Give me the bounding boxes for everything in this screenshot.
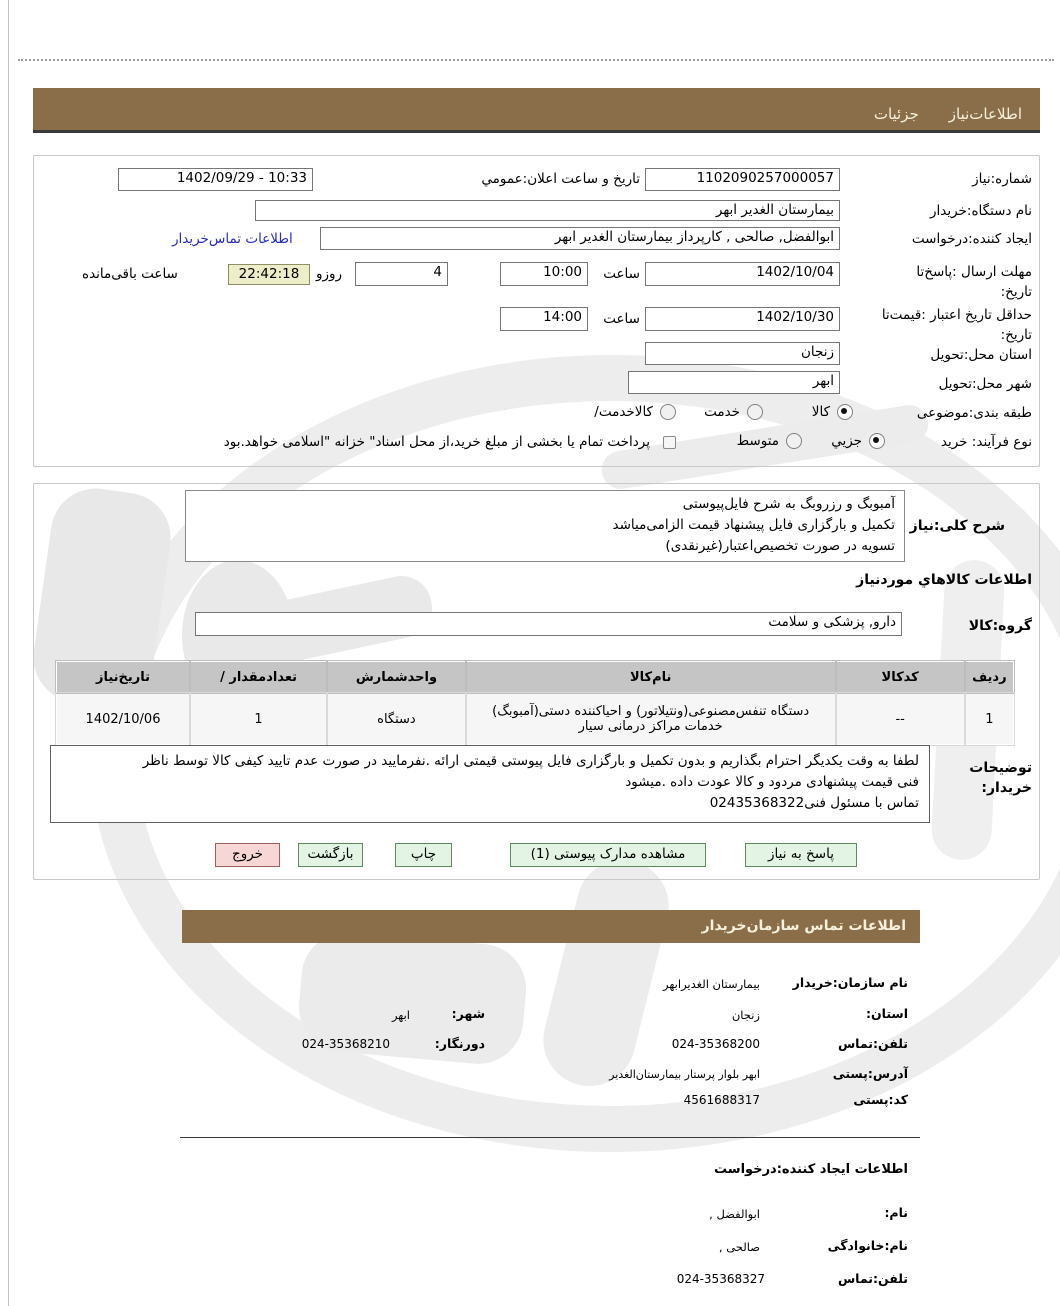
goods-group-label: گروه:کالا [968, 618, 1032, 634]
org-name-value: بیمارستان الغدیرابهر [663, 977, 760, 991]
creator-name-value: ابوالفضل , [709, 1207, 760, 1221]
validity-hour-label: ساعت [603, 311, 640, 327]
org-postal-value: 4561688317 [683, 1093, 760, 1107]
cell-need-date: 1402/10/06 [56, 693, 190, 745]
request-creator-input[interactable]: ابوالفضل, صالحی , کارپرداز بیمارستان الغدیر ابهر [320, 227, 840, 250]
subject-category-label: طبقه بندی:موضوعی [916, 405, 1032, 421]
section-divider [180, 1137, 920, 1138]
buyer-org-input[interactable]: بیمارستان الغدیر ابهر [255, 200, 840, 221]
buyer-contact-link[interactable]: اطلاعات تماس‌خریدار [172, 231, 293, 247]
org-city-label: شهر: [451, 1006, 485, 1021]
org-address-value: ابهر بلوار پرستار بیمارستان‌الغدیر [609, 1068, 760, 1081]
need-desc-label: شرح کلی:نیاز [909, 518, 1005, 534]
process-type-label: نوع فرآیند: خرید [940, 434, 1032, 450]
goods-section-title: اطلاعات کالاهاي موردنیاز [856, 572, 1032, 588]
col-item-name: نام‌کالا [466, 661, 836, 693]
price-validity-date-input[interactable]: 1402/10/30 [645, 307, 840, 331]
creator-family-label: نام:خانوادگی [827, 1238, 908, 1253]
col-unit: واحدشمارش [327, 661, 466, 693]
goods-table [55, 660, 1015, 746]
goods-table-header-row [56, 661, 1014, 693]
tab-details[interactable]: جزئیات [873, 105, 919, 123]
delivery-city-label: شهر محل:تحویل [938, 376, 1032, 392]
price-validity-label: حداقل تاریخ اعتبار :قیمت‌تا تاریخ: [881, 307, 1032, 343]
tab-need-info[interactable]: اطلاعات‌نیاز [948, 105, 1022, 123]
org-fax-label: دورنگار: [434, 1036, 485, 1051]
exit-button[interactable]: خروج [215, 843, 280, 867]
buyer-contact-header: اطلاعات تماس سازمان‌خریدار [182, 910, 920, 943]
radio-goods-label: کالا [811, 404, 830, 420]
radio-goods-service-label: کالاخدمت/ [594, 404, 653, 420]
radio-medium-label: متوسط [736, 433, 779, 449]
need-number-label: شماره:نیاز [972, 171, 1032, 187]
radio-service-label: خدمت [704, 404, 740, 420]
org-postal-label: کد:پستی [853, 1092, 908, 1107]
need-desc-line: آمبوبگ و رزروبگ به شرح فایل‌پیوستی [682, 496, 895, 512]
reply-button[interactable]: پاسخ به نیاز [745, 843, 857, 867]
org-address-label: آدرس:پستی [832, 1066, 908, 1081]
col-item-code: کدکالا [836, 661, 965, 693]
goods-table-row[interactable] [56, 693, 1014, 745]
cell-quantity: 1 [190, 693, 327, 745]
buyer-notes-line: فنی قیمت پیشنهادی مردود و کالا عودت داده .میشود [625, 774, 919, 790]
org-province-value: زنجان [731, 1008, 760, 1022]
goods-group-input[interactable]: دارو, پزشکی و سلامت [195, 612, 902, 636]
org-name-label: نام سازمان:خریدار [792, 975, 908, 990]
creator-name-label: نام: [884, 1205, 908, 1220]
delivery-city-input[interactable]: ابهر [628, 371, 840, 394]
creator-family-value: صالحی , [718, 1240, 760, 1254]
left-edge-line [8, 0, 9, 1306]
radio-goods[interactable] [837, 404, 853, 420]
need-desc-line: تکمیل و بارگزاری فایل پیشنهاد قیمت الزامی‌میاشد [612, 517, 895, 533]
remaining-time-badge: 22:42:18 [228, 264, 310, 285]
remaining-days-input[interactable]: 4 [355, 262, 448, 286]
cell-item-code: -- [836, 693, 965, 745]
org-phone-label: تلفن:تماس [837, 1036, 908, 1051]
radio-goods-service[interactable] [660, 404, 676, 420]
col-quantity: تعدادمقدار / [190, 661, 327, 693]
cell-item-name: دستگاه تنفس‌مصنوعی(ونتیلاتور) و احیاکننده دستی(آمبوبگ) خدمات مراکز درمانی سیار [466, 693, 836, 745]
need-number-input[interactable]: 1102090257000057 [645, 168, 840, 191]
cell-unit: دستگاه [327, 693, 466, 745]
buyer-org-label: نام دستگاه:خریدار [929, 203, 1032, 219]
remaining-time-label: ساعت باقی‌مانده [82, 266, 178, 282]
reply-hour-label: ساعت [603, 266, 640, 282]
main-tabbar [33, 88, 1040, 133]
delivery-province-label: استان محل:تحویل [930, 347, 1032, 363]
creator-section-title: اطلاعات ایجاد کننده:درخواست [714, 1162, 908, 1177]
cell-row-number: 1 [965, 693, 1014, 745]
print-button[interactable]: چاپ [395, 843, 452, 867]
org-province-label: استان: [865, 1006, 908, 1021]
org-city-value: ابهر [391, 1008, 410, 1022]
radio-medium[interactable] [786, 433, 802, 449]
delivery-province-input[interactable]: زنجان [645, 342, 840, 365]
announce-datetime-label: تاریخ و ساعت اعلان:عمومي [481, 171, 640, 187]
reply-deadline-date-input[interactable]: 1402/10/04 [645, 262, 840, 286]
price-validity-time-input[interactable]: 14:00 [500, 307, 588, 331]
treasury-checkbox[interactable] [663, 436, 676, 449]
org-phone-value: 024-35368200 [671, 1037, 760, 1051]
attachments-button[interactable]: مشاهده مدارک پیوستی (1) [510, 843, 706, 867]
need-desc-line: تسویه در صورت تخصیص‌اعتبار(غیرنقدی) [665, 538, 895, 554]
col-need-date: تاریخ‌نیاز [56, 661, 190, 693]
days-label: روزو [316, 266, 343, 282]
buyer-notes-box[interactable] [50, 745, 930, 823]
creator-phone-value: 024-35368327 [676, 1272, 765, 1286]
treasury-note: پرداخت تمام یا بخشی از مبلغ خرید،از محل اسناد" خزانه "اسلامی خواهد.بود [223, 434, 650, 450]
announce-datetime-input[interactable]: 1402/09/29 - 10:33 [118, 168, 313, 191]
top-dotted-divider [18, 59, 1054, 61]
reply-deadline-time-input[interactable]: 10:00 [500, 262, 588, 286]
radio-service[interactable] [747, 404, 763, 420]
buyer-notes-line: لطفا به وقت یکدیگر احترام بگذاریم و بدون تکمیل و بارگزاری فایل پیوستی قیمتی ارائه .نفرمایید در صورت عدم تایید کیفی کالا توسط ناظر [142, 753, 919, 769]
col-row-number: ردیف [965, 661, 1014, 693]
need-desc-textarea[interactable] [185, 490, 905, 562]
buyer-notes-line: تماس با مسئول فنی02435368322 [709, 795, 919, 811]
radio-petty-label: جزیي [831, 433, 862, 449]
request-creator-label: ایجاد کننده:درخواست [911, 231, 1032, 247]
reply-deadline-label: مهلت ارسال :پاسخ‌تا تاریخ: [916, 264, 1032, 300]
org-fax-value: 024-35368210 [301, 1037, 390, 1051]
creator-phone-label: تلفن:تماس [837, 1271, 908, 1286]
back-button[interactable]: بازگشت [298, 843, 363, 867]
radio-petty[interactable] [869, 433, 885, 449]
buyer-notes-label: توضیحات خریدار: [969, 760, 1032, 796]
